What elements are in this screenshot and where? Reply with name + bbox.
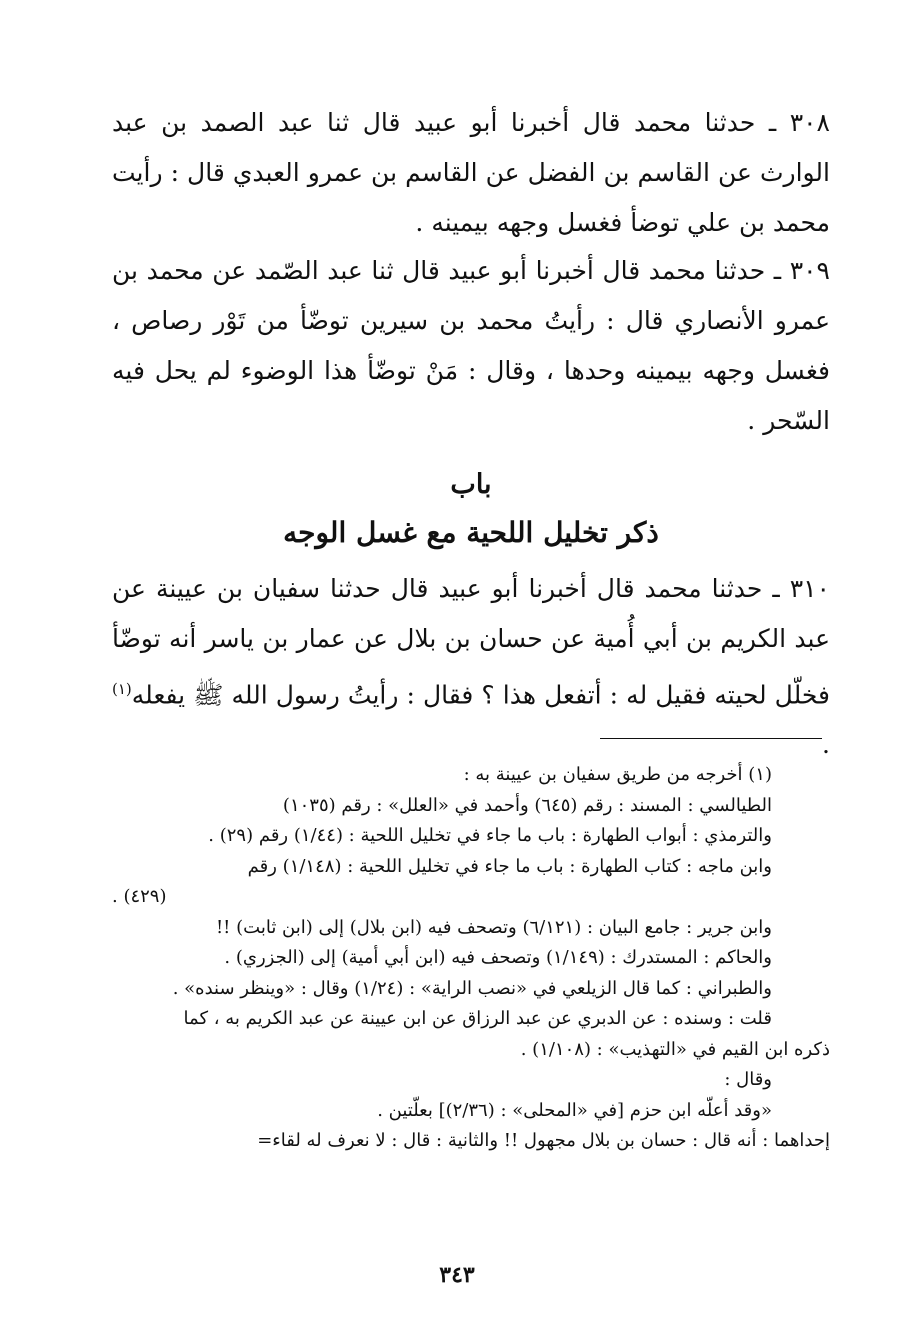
footnote-line: إحداهما : أنه قال : حسان بن بلال مجهول !! والثانية : قال : لا نعرف له لقاء= bbox=[257, 1130, 830, 1151]
footnote-line: والطبراني : كما قال الزيلعي في «نصب الراية» : (١/٢٤) وقال : «وينظر سنده» . bbox=[172, 977, 772, 999]
footnote-line: (٤٢٩) . bbox=[112, 886, 167, 907]
hadith-310 bbox=[112, 564, 830, 770]
hadith-310-text: ٣١٠ ـ حدثنا محمد قال أخبرنا أبو عبيد قال حدثنا سفيان بن عيينة عن عبد الكريم بن أبي أُمية عن حسان بن بلال عن عمار بن ياسر أنه توضّأ فخلّل لحيته فقيل له : أتفعل هذا ؟ فقال : رأيتُ رسول الله ﷺ يفعله bbox=[112, 574, 830, 710]
footnote-line: (١) أخرجه من طريق سفيان بن عيينة به : bbox=[463, 764, 772, 785]
footnote-line: قلت : وسنده : عن الدبري عن عبد الرزاق عن ابن عيينة عن عبد الكريم به ، كما bbox=[183, 1008, 772, 1029]
footnote-line: والحاكم : المستدرك : (١/١٤٩) وتصحف فيه (ابن أبي أمية) إلى (الجزري) . bbox=[224, 947, 772, 968]
footnotes bbox=[112, 760, 830, 1157]
chapter-title: ذكر تخليل اللحية مع غسل الوجه bbox=[283, 516, 659, 549]
footnote-line: وابن ماجه : كتاب الطهارة : باب ما جاء في تخليل اللحية : (١/١٤٨) رقم bbox=[247, 855, 772, 877]
hadith-308: ٣٠٨ ـ حدثنا محمد قال أخبرنا أبو عبيد قال ثنا عبد الصمد بن عبد الوارث عن القاسم بن الفضل عن القاسم بن عمرو العبدي قال : رأيت محمد بن علي توضأ فغسل وجهه بيمينه . bbox=[112, 108, 830, 237]
footnote-line: والترمذي : أبواب الطهارة : باب ما جاء في تخليل اللحية : (١/٤٤) رقم (٢٩) . bbox=[208, 825, 772, 846]
page-number: ٣٤٣ bbox=[439, 1262, 475, 1288]
footnote-line: ذكره ابن القيم في «التهذيب» : (١/١٠٨) . bbox=[520, 1038, 830, 1060]
footnote-line: وقال : bbox=[724, 1069, 772, 1090]
footnote-line: وابن جرير : جامع البيان : (٦/١٢١) وتصحف فيه (ابن بلال) إلى (ابن ثابت) !! bbox=[215, 916, 772, 938]
footnote-marker: (١) bbox=[112, 680, 132, 698]
footnote-separator bbox=[600, 738, 822, 739]
footnote-line: الطيالسي : المسند : رقم (٦٤٥) وأحمد في «العلل» : رقم (١٠٣٥) bbox=[282, 794, 772, 816]
hadith-310-end: . bbox=[822, 730, 830, 760]
footnote-line: «وقد أعلّه ابن حزم [في «المحلى» : (٢/٣٦)] بعلّتين . bbox=[377, 1099, 772, 1121]
chapter-label: باب bbox=[450, 469, 492, 500]
hadith-309: ٣٠٩ ـ حدثنا محمد قال أخبرنا أبو عبيد قال ثنا عبد الصّمد عن محمد بن عمرو الأنصاري قال : رأيتُ محمد بن سيرين توضّأ من تَوْر رصاص ، فغسل وجهه بيمينه وحدها ، وقال : مَنْ توضّأ هذا الوضوء لم يحل فيه السّحر . bbox=[112, 256, 830, 435]
